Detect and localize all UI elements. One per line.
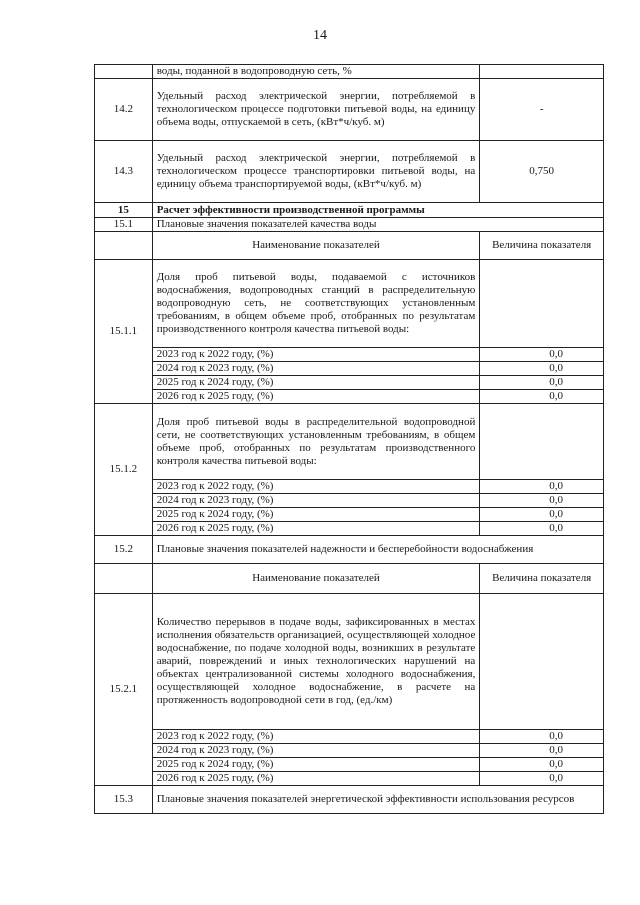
page-number: 14 <box>313 28 327 43</box>
year-row <box>95 508 604 522</box>
section-title: Расчет эффективности производственной программы <box>152 203 603 218</box>
year-row <box>95 772 604 786</box>
subsection-title: Плановые значения показателей качества воды <box>152 218 603 232</box>
year-label: 2025 год к 2024 году, (%) <box>152 508 480 522</box>
year-row <box>95 522 604 536</box>
header-value: Величина показателя <box>480 564 604 594</box>
row-text: Удельный расход электрической энергии, потребляемой в технологическом процессе транспортировки питьевой воды, на единицу объема транспортируемой воды, (кВт*ч/куб. м) <box>152 141 480 203</box>
year-value: 0,0 <box>480 772 604 786</box>
row-value: - <box>480 79 604 141</box>
row-value <box>480 65 604 79</box>
year-row <box>95 480 604 494</box>
year-row <box>95 744 604 758</box>
header-row <box>95 564 604 594</box>
row-value <box>480 404 604 480</box>
year-label: 2023 год к 2022 году, (%) <box>152 480 480 494</box>
continuation-text: воды, поданной в водопроводную сеть, % <box>152 65 480 79</box>
subsection-number: 15.2 <box>95 536 153 564</box>
year-label: 2024 год к 2023 году, (%) <box>152 744 480 758</box>
header-blank <box>95 232 153 260</box>
row-number: 15.1.2 <box>95 404 153 536</box>
row-text: Доля проб питьевой воды, подаваемой с источников водоснабжения, водопроводных станций в распределительную водопроводную сеть, не соответствующих установленным требованиям, в общем объеме проб, отобранных по результатам производственного контроля качества питьевой воды: <box>152 260 480 348</box>
year-label: 2026 год к 2025 году, (%) <box>152 522 480 536</box>
table-row <box>95 65 604 79</box>
row-value <box>480 594 604 730</box>
year-label: 2025 год к 2024 году, (%) <box>152 758 480 772</box>
year-label: 2024 год к 2023 году, (%) <box>152 494 480 508</box>
section-number: 15 <box>95 203 153 218</box>
row-value: 0,750 <box>480 141 604 203</box>
table-row <box>95 404 604 480</box>
header-blank <box>95 564 153 594</box>
year-value: 0,0 <box>480 362 604 376</box>
year-label: 2023 год к 2022 году, (%) <box>152 730 480 744</box>
year-label: 2024 год к 2023 году, (%) <box>152 362 480 376</box>
year-value: 0,0 <box>480 522 604 536</box>
year-row <box>95 494 604 508</box>
year-label: 2025 год к 2024 году, (%) <box>152 376 480 390</box>
row-number <box>95 65 153 79</box>
row-number: 15.1.1 <box>95 260 153 404</box>
indicators-table <box>94 64 604 814</box>
year-value: 0,0 <box>480 744 604 758</box>
table-row <box>95 594 604 730</box>
subsection-number: 15.1 <box>95 218 153 232</box>
subsection-row <box>95 218 604 232</box>
year-row <box>95 758 604 772</box>
header-name: Наименование показателей <box>152 564 480 594</box>
row-number: 14.3 <box>95 141 153 203</box>
row-text: Удельный расход электрической энергии, потребляемой в технологическом процессе подготовки питьевой воды, на единицу объема воды, отпускаемой в сеть, (кВт*ч/куб. м) <box>152 79 480 141</box>
year-value: 0,0 <box>480 348 604 362</box>
row-text: Доля проб питьевой воды в распределительной водопроводной сети, не соответствующих установленным требованиям, в общем объеме проб, отобранных по результатам производственного контроля качества питьевой воды: <box>152 404 480 480</box>
subsection-number: 15.3 <box>95 786 153 814</box>
year-row <box>95 730 604 744</box>
year-value: 0,0 <box>480 480 604 494</box>
year-label: 2023 год к 2022 году, (%) <box>152 348 480 362</box>
table-row <box>95 260 604 348</box>
header-name: Наименование показателей <box>152 232 480 260</box>
year-label: 2026 год к 2025 году, (%) <box>152 772 480 786</box>
year-value: 0,0 <box>480 390 604 404</box>
year-value: 0,0 <box>480 376 604 390</box>
subsection-row <box>95 536 604 564</box>
header-row <box>95 232 604 260</box>
year-value: 0,0 <box>480 508 604 522</box>
row-number: 14.2 <box>95 79 153 141</box>
row-value <box>480 260 604 348</box>
subsection-row <box>95 786 604 814</box>
row-text: Количество перерывов в подаче воды, зафиксированных в местах исполнения обязательств организацией, осуществляющей холодное водоснабжение, по подаче холодной воды, возникших в результате аварий, повреждений и иных технологических нарушений на объектах централизованной системы холодного водоснабжения, осуществляющей холодное водоснабжение, в расчете на протяженность водопроводной сети в год, (ед./км) <box>152 594 480 730</box>
year-label: 2026 год к 2025 году, (%) <box>152 390 480 404</box>
year-value: 0,0 <box>480 494 604 508</box>
year-value: 0,0 <box>480 758 604 772</box>
table-row <box>95 141 604 203</box>
subsection-title: Плановые значения показателей надежности и бесперебойности водоснабжения <box>152 536 603 564</box>
year-row <box>95 390 604 404</box>
header-value: Величина показателя <box>480 232 604 260</box>
year-row <box>95 362 604 376</box>
section-row <box>95 203 604 218</box>
table-row <box>95 79 604 141</box>
year-value: 0,0 <box>480 730 604 744</box>
year-row <box>95 348 604 362</box>
subsection-title: Плановые значения показателей энергетической эффективности использования ресурсов <box>152 786 603 814</box>
row-number: 15.2.1 <box>95 594 153 786</box>
year-row <box>95 376 604 390</box>
